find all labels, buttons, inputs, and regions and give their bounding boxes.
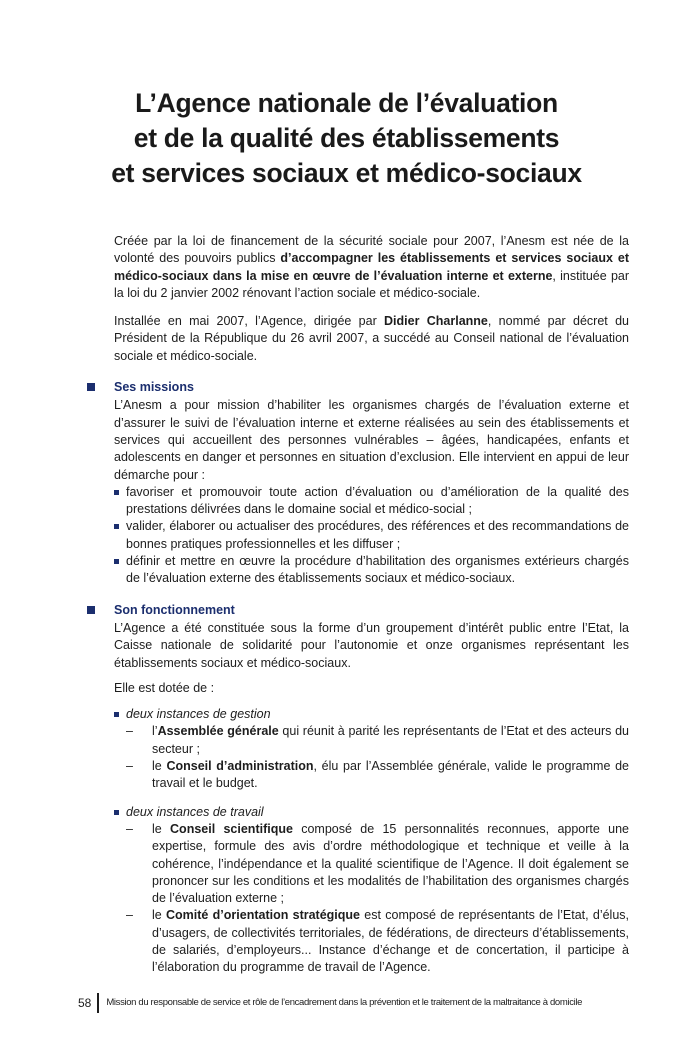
page-number: 58	[78, 996, 92, 1010]
list-item-text: définir et mettre en œuvre la procédure d’habilitation des organismes extérieurs chargés de l’évaluation externe des établissements sociaux et médico-sociaux.	[126, 554, 629, 586]
intro-p1-bold: d’accompagner les établissements et services sociaux et médico-sociaux dans la mise en œuvre de l’évaluation interne et externe	[114, 251, 629, 283]
intro-paragraph-2	[114, 313, 629, 365]
item-pre: le	[152, 908, 167, 923]
list-item	[126, 821, 629, 907]
item-post: , élu par l’Assemblée générale, valide le programme de travail et le budget.	[152, 759, 629, 791]
missions-heading	[114, 379, 629, 396]
small-square-bullet-icon	[114, 490, 119, 495]
list-item	[126, 907, 629, 976]
item-bold: Assemblée générale	[157, 724, 279, 739]
main-content	[114, 233, 629, 977]
dash-marker: –	[126, 908, 133, 923]
small-square-bullet-icon	[114, 524, 119, 529]
item-bold: Conseil d’administration	[166, 759, 314, 774]
page-title	[60, 86, 633, 191]
footer-text: Mission du responsable de service et rôle de l’encadrement dans la prévention et le traitement de la maltraitance à domicile	[106, 997, 583, 1008]
intro-paragraph-1	[114, 233, 629, 302]
missions-heading-text: Ses missions	[114, 380, 194, 395]
item-post: est composé de représentants de l’Etat, d’élus, d’usagers, de collectivités territoriales, de fédérations, de directeurs d’établissements, de salariés, d’employeurs... Instance d’échange et de concertation, il participe à l’élaboration du programme de travail de l’Agence.	[152, 908, 630, 975]
dash-marker: –	[126, 724, 133, 739]
intro-p1-text-c: , instituée par la loi du 2 janvier 2002 rénovant l’action sociale et médico-sociale.	[114, 268, 630, 300]
instance-group-gestion	[114, 706, 629, 792]
instance-group-title: deux instances de travail	[126, 804, 264, 819]
item-pre: le	[152, 759, 167, 774]
missions-list	[114, 484, 629, 588]
list-item-text: valider, élaborer ou actualiser des procédures, des références et des recommandations de bonnes pratiques professionnelles et les diffuser ;	[126, 519, 629, 551]
gestion-list	[126, 723, 629, 792]
title-line-2: et de la qualité des établissements	[133, 123, 560, 153]
item-bold: Conseil scientifique	[170, 821, 293, 836]
list-item	[114, 553, 629, 588]
title-line-1: L’Agence nationale de l’évaluation	[135, 88, 558, 118]
dash-marker: –	[126, 821, 133, 836]
intro-p2-text-a: Installée en mai 2007, l’Agence, dirigée par	[114, 314, 385, 329]
intro-p1-text-a: Créée par la loi de financement de la sécurité sociale pour 2007, l’Anesm est née de la volonté des pouvoirs publics	[114, 234, 629, 266]
travail-list	[126, 821, 629, 977]
item-bold: Comité d’orientation stratégique	[166, 908, 361, 923]
square-bullet-icon	[87, 383, 95, 391]
fonctionnement-text: L’Agence a été constituée sous la forme d’un groupement d’intérêt public entre l’Etat, la Caisse nationale de solidarité pour l’autonomie et onze organismes représentant les établissements sociaux et médico-sociaux.	[114, 620, 629, 670]
small-square-bullet-icon	[114, 810, 119, 815]
director-name: Didier Charlanne	[384, 314, 488, 329]
item-pre: l’	[152, 724, 158, 739]
instance-group-title: deux instances de gestion	[126, 707, 271, 722]
missions-text: L’Anesm a pour mission d’habiliter les organismes chargés de l’évaluation externe et d’assurer le suivi de l’évaluation interne et externe réalisées au sein des établissements et services qui accueillent des personnes vulnérables – âgées, handicapées, enfants et adolescents en danger et personnes en situation d’exclusion. Elle intervient en appui de leur démarche pour :	[114, 398, 629, 482]
item-pre: le	[152, 821, 171, 836]
fonctionnement-heading	[114, 602, 629, 619]
small-square-bullet-icon	[114, 559, 119, 564]
dotee-text: Elle est dotée de :	[114, 680, 215, 695]
small-square-bullet-icon	[114, 712, 119, 717]
item-post: composé de 15 personnalités reconnues, apporte une expertise, formule des avis d’ordre méthodologique et technique et veille à la cohérence, l’indépendance et la qualité scientifique de l’Agence. Il doit également se prononcer sur les conditions et les modalités de l’habilitation des organismes chargés de l’évaluation externe ;	[152, 821, 629, 906]
page-footer	[78, 993, 638, 1013]
square-bullet-icon	[87, 606, 95, 614]
dash-marker: –	[126, 759, 133, 774]
footer-divider	[97, 993, 99, 1013]
instance-group-travail	[114, 804, 629, 977]
intro-p2-text-c: , nommé par décret du Président de la République du 26 avril 2007, a succédé au Conseil national de l’évaluation sociale et médico-sociale.	[114, 314, 629, 363]
title-line-3: et services sociaux et médico-sociaux	[111, 158, 582, 188]
list-item-text: favoriser et promouvoir toute action d’évaluation ou d’amélioration de la qualité des prestations délivrées dans le domaine social et médico-social ;	[126, 484, 629, 517]
list-item	[126, 723, 629, 758]
instances-list	[114, 706, 629, 976]
item-post: qui réunit à parité les représentants de l’Etat et des acteurs du secteur ;	[152, 724, 629, 756]
list-item	[114, 484, 629, 519]
list-item	[114, 518, 629, 553]
fonctionnement-heading-text: Son fonctionnement	[114, 602, 235, 617]
list-item	[126, 758, 629, 793]
